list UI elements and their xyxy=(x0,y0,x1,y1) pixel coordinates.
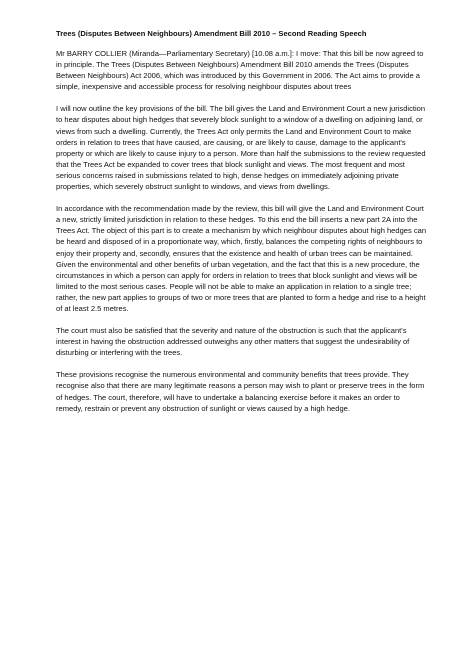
paragraph-recommendation: In accordance with the recommendation made by the review, this bill will give the Land and Environment Court a new, strictly limited jurisdiction in relation to these hedges. To this end the bill inserts a new part 2A into the Trees Act. The object of this part is to create a mechanism by which neighbour disputes about high hedges can be heard and disposed of in a proportionate way, which, firstly, balances the competing rights of neighbours to enjoy their property and, secondly, ensures that the existence and health of urban trees can be maintained. Given the environmental and other benefits of urban vegetation, and the fact that this is a new procedure, the circumstances in which a person can apply for orders in relation to trees that block sunlight and views will be limited to the most serious cases. People will not be able to make an application in relation to a single tree; rather, the new part applies to groups of two or more trees that are planted to form a hedge and rise to a height of at least 2.5 metres. xyxy=(56,204,427,313)
paragraph-intro: Mr BARRY COLLIER (Miranda—Parliamentary Secretary) [10.08 a.m.]: I move: That this bill be now agreed to in principle. The Trees (Disputes Between Neighbours) Amendment Bill 2010 amends the Trees (Disputes Between Neighbours) Act 2006, which was introduced by this Government in 2006. The Act aims to provide a simple, inexpensive and accessible process for resolving neighbour disputes about trees xyxy=(56,49,424,92)
paragraph-benefits: These provisions recognise the numerous environmental and community benefits that trees provide. They recognise also that there are many legitimate reasons a person may wish to plant or preserve trees in the form of hedges. The court, therefore, will have to undertake a balancing exercise before it makes an order to remedy, restrain or prevent any obstruction of sunlight or views caused by a high hedge. xyxy=(56,370,425,413)
paragraph-court-satisfaction: The court must also be satisfied that the severity and nature of the obstruction is such that the applicant's interest in having the obstruction addressed outweighs any other matters that suggest the undesirability of disturbing or interfering with the trees. xyxy=(56,326,410,358)
paragraph-key-provisions: I will now outline the key provisions of the bill. The bill gives the Land and Environment Court a new jurisdiction to hear disputes about high hedges that severely block sunlight to a window of a dwelling on adjoining land, or views from such a dwelling. Currently, the Trees Act only permits the Land and Environment Court to make orders in relation to trees that have caused, are causing, or are likely to cause, damage to the applicant's property or which are likely to cause injury to a person. More than half the submissions to the review requested that the Trees Act be expanded to cover trees that block sunlight and views. The most frequent and most serious concerns raised in submissions related to high, dense hedges on immediately adjoining private properties, which severely obstruct sunlight to windows, and views from dwellings. xyxy=(56,104,426,192)
document-page xyxy=(56,28,428,425)
document-title: Trees (Disputes Between Neighbours) Amendment Bill 2010 – Second Reading Speech xyxy=(56,29,367,38)
